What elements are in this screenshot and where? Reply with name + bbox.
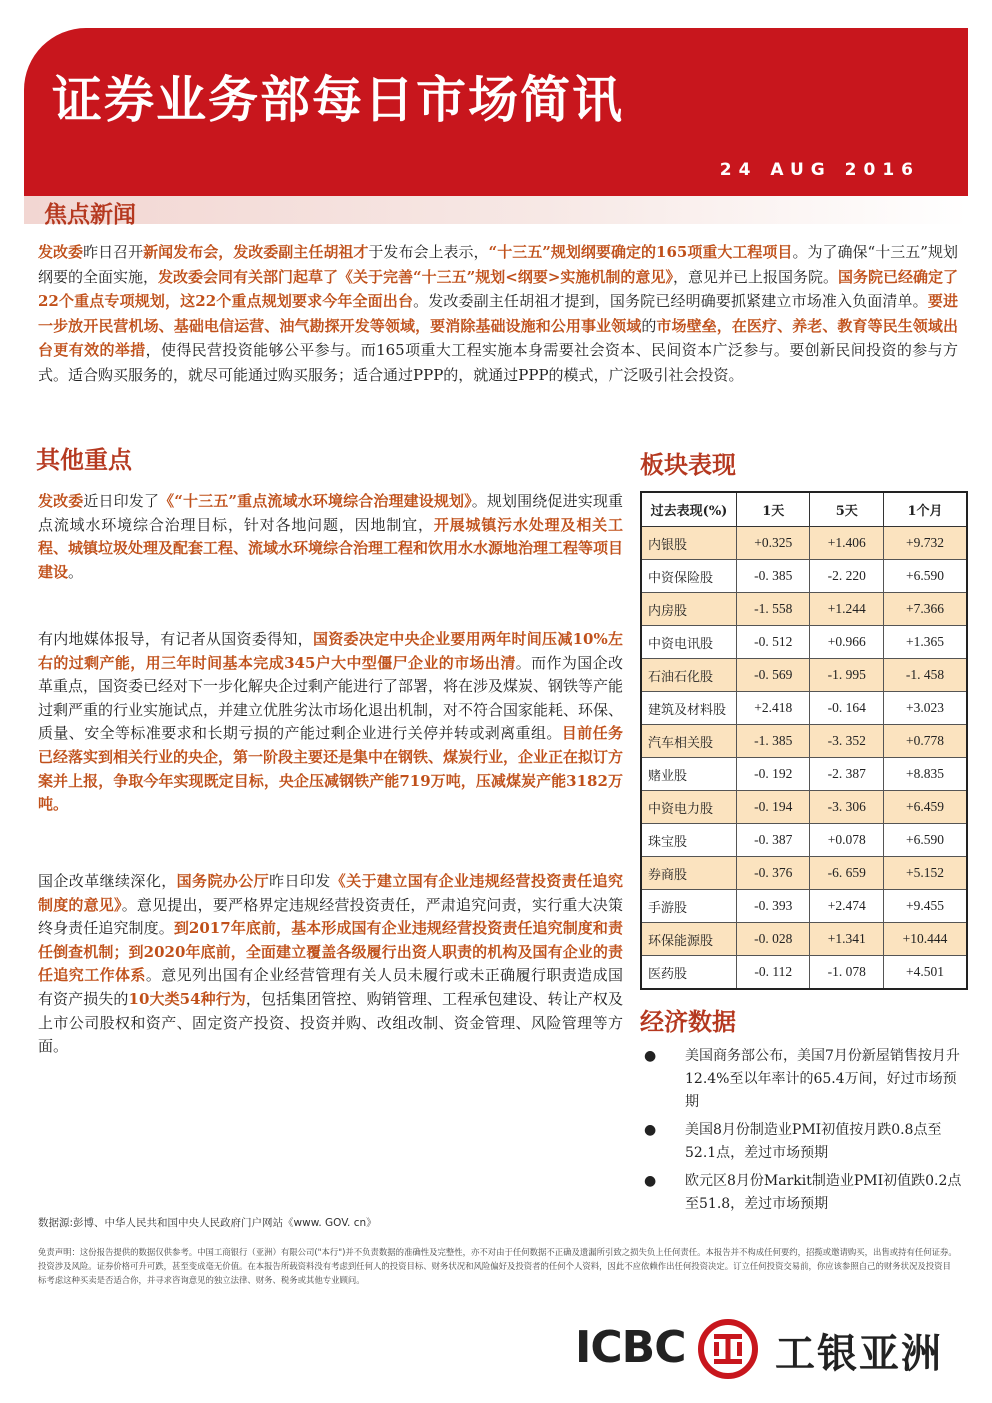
table-row: [641, 890, 967, 923]
icbc-emblem-icon: [697, 1318, 759, 1380]
body-text: 。规划围绕促进实现重点流域水环境综合治理目标，针对各地问题，因地制宜，: [38, 492, 623, 534]
body-text: 的: [641, 316, 657, 335]
highlight-text: 国务院办公厅: [176, 872, 270, 890]
value-1d: -0. 385: [737, 560, 810, 593]
sector-name: 内房股: [641, 593, 737, 626]
value-5d: +0.966: [810, 626, 883, 659]
data-source: 数据源:彭博、中华人民共和国中央人民政府门户网站《www. GOV. cn》: [38, 1217, 377, 1229]
highlight-text: 市场壁垒，在医疗、养老、教育等民生领域出台更有效的举措: [38, 316, 958, 360]
value-1m: +6.590: [883, 560, 967, 593]
list-item: [642, 1045, 962, 1114]
highlight-text: 《“十三五”重点流域水环境综合治理建设规划》: [159, 492, 472, 510]
highlight-text: 国资委决定中央企业要用两年时间压减10%左右的过剩产能，用三年时间基本完成345户大中型僵尸企业的市场出清: [38, 630, 623, 672]
value-5d: -6. 659: [810, 857, 883, 890]
highlight-text: 要进一步放开民营机场、基础电信运营、油气勘探开发等领域，要消除基础设施和公用事业领域: [38, 292, 958, 335]
disclaimer: 免责声明：这份报告提供的数据仅供参考。中国工商银行（亚洲）有限公司("本行")并不负责数据的准确性及完整性，亦不对由于任何数据不正确及遗漏所引致之损失负上任何责任。本报告并不构成任何要约，招揽或邀请购买，出售或持有任何证券。投资涉及风险。证券价格可升可跌，甚至变成毫无价值。在本报告所载资料没有考虑到任何人的投资目标、财务状况和风险偏好及投资者的任何个人资料，因此不应依赖作出任何投资决定。订立任何投资交易前，你应该参照自己的财务状况及投资目标考虑这种买卖是否适合你，并寻求咨询意见的独立法律、财务、税务或其他专业顾问。: [38, 1247, 957, 1285]
value-1m: +6.590: [883, 824, 967, 857]
bullet-icon: ●: [644, 1122, 657, 1138]
value-1d: -0. 028: [737, 923, 810, 956]
value-1d: -0. 194: [737, 791, 810, 824]
sector-name: 石油石化股: [641, 659, 737, 692]
value-1m: +9.732: [883, 527, 967, 560]
econ-item-text: 欧元区8月份Markit制造业PMI初值跌0.2点至51.8，差过市场预期: [685, 1173, 962, 1212]
value-1m: +0.778: [883, 725, 967, 758]
value-1m: +9.455: [883, 890, 967, 923]
body-text: ，使得民营投资能够公平参与。而165项重大工程实施本身需要社会资本、民间资本广泛参与。要创新民间投资的参与方式。适合购买服务的，就尽可能通过购买服务；适合通过PPP的，就通过PPP的模式，广泛吸引社会投资。: [38, 341, 958, 384]
table-row: [641, 560, 967, 593]
econ-item-text: 美国8月份制造业PMI初值按月跌0.8点至52.1点，差过市场预期: [685, 1122, 942, 1161]
focus-news-title: 焦点新闻: [44, 201, 136, 228]
value-5d: -3. 306: [810, 791, 883, 824]
highlight-text: 国务院已经确定了22个重点专项规划，这22个重点规划要求今年全面出台: [38, 267, 958, 311]
body-text: ，意见并已上报国务院。: [672, 267, 838, 286]
table-row: [641, 824, 967, 857]
header-1m: 1个月: [883, 492, 967, 527]
table-row: [641, 659, 967, 692]
sector-name: 赌业股: [641, 758, 737, 791]
header-1d: 1天: [737, 492, 810, 527]
focus-news-paragraph: [38, 240, 958, 388]
value-1m: +1.365: [883, 626, 967, 659]
body-text: 有内地媒体报导，有记者从国资委得知，: [38, 630, 313, 648]
other-paragraph-3: [38, 870, 623, 1059]
value-5d: -2. 220: [810, 560, 883, 593]
body-text: 。而作为国企改革重点，国资委已经对下一步化解央企过剩产能进行了部署，将在涉及煤炭、钢铁等产能过剩严重的行业实施试点，并建立优胜劣汰市场化退出机制，对不符合国家能耗、环保、质量、安全等标准要求和长期亏损的产能过剩企业进行关停并转或剥离重组。: [38, 653, 624, 743]
other-highlights-title: 其他重点: [36, 445, 132, 474]
highlight-text: 到2017年底前，基本形成国有企业违规经营投资责任追究制度和责任倒查机制；到2020年底前，全面建立覆盖各级履行出资人职责的机构及国有企业的责任追究工作体系: [38, 919, 623, 985]
sector-name: 珠宝股: [641, 824, 737, 857]
list-item: [642, 1119, 962, 1165]
body-text: 。意见列出国有企业经营管理有关人员未履行或未正确履行职责造成国有资产损失的: [38, 966, 623, 1008]
value-5d: +2.474: [810, 890, 883, 923]
value-1d: -1. 558: [737, 593, 810, 626]
econ-item-text: 美国商务部公布，美国7月份新屋销售按月升12.4%至以年率计的65.4万间，好过市场预期: [685, 1048, 960, 1110]
value-1d: +2.418: [737, 692, 810, 725]
header-5d: 5天: [810, 492, 883, 527]
value-1m: +4.501: [883, 956, 967, 990]
highlight-text: 发改委: [38, 243, 84, 261]
sector-name: 汽车相关股: [641, 725, 737, 758]
economic-data-title: 经济数据: [640, 1007, 736, 1036]
value-1d: -0. 387: [737, 824, 810, 857]
sector-name: 中资电讯股: [641, 626, 737, 659]
highlight-text: 发改委会同有关部门起草了《关于完善“十三五”规划<纲要>实施机制的意见》: [158, 267, 673, 286]
value-1d: -1. 385: [737, 725, 810, 758]
table-row: [641, 956, 967, 990]
value-5d: -2. 387: [810, 758, 883, 791]
sector-name: 内银股: [641, 527, 737, 560]
table-row: [641, 593, 967, 626]
highlight-text: 10大类54种行为: [128, 989, 246, 1008]
sector-name: 中资电力股: [641, 791, 737, 824]
value-5d: +1.244: [810, 593, 883, 626]
highlight-text: 发改委: [38, 492, 84, 510]
sector-name: 券商股: [641, 857, 737, 890]
value-1m: -1. 458: [883, 659, 967, 692]
table-row: [641, 791, 967, 824]
icbc-logo: [575, 1318, 965, 1386]
table-row: [641, 626, 967, 659]
body-text: ，包括集团管控、购销管理、工程承包建设、转让产权及上市公司股权和资产、固定资产投资、投资并购、改组改制、资金管理、风险管理等方面。: [38, 989, 623, 1056]
value-1m: +6.459: [883, 791, 967, 824]
highlight-text: 开展城镇污水处理及相关工程、城镇垃圾处理及配套工程、流域水环境综合治理工程和饮用水水源地治理工程等项目建设: [38, 515, 624, 581]
economic-data-list: [642, 1045, 962, 1221]
table-row: [641, 758, 967, 791]
sector-table-body: [641, 527, 967, 990]
list-item: [642, 1170, 962, 1216]
value-1d: -0. 569: [737, 659, 810, 692]
table-header-row: [641, 492, 967, 527]
focus-title-bar: [24, 196, 968, 224]
body-text: 。: [68, 562, 84, 581]
body-text: 于发布会上表示，: [368, 243, 489, 261]
sector-name: 手游股: [641, 890, 737, 923]
value-1d: -0. 512: [737, 626, 810, 659]
body-text: 。发改委副主任胡祖才提到，国务院已经明确要抓紧建立市场准入负面清单。: [413, 292, 928, 311]
value-5d: -1. 995: [810, 659, 883, 692]
sector-performance-title: 板块表现: [640, 450, 736, 479]
table-row: [641, 725, 967, 758]
value-1m: +8.835: [883, 758, 967, 791]
value-1d: -0. 376: [737, 857, 810, 890]
value-5d: -3. 352: [810, 725, 883, 758]
body-text: 近日印发了: [83, 492, 160, 510]
highlight-text: 新闻发布会，发改委副主任胡祖才: [143, 243, 369, 261]
logo-text-cn: 工银亚洲: [775, 1331, 943, 1377]
report-title: 证券业务部每日市场简讯: [52, 71, 624, 129]
report-date: 24 AUG 2016: [719, 160, 920, 180]
sector-name: 中资保险股: [641, 560, 737, 593]
sector-performance-table: [640, 491, 968, 990]
bullet-icon: ●: [644, 1048, 657, 1064]
value-1m: +7.366: [883, 593, 967, 626]
logo-text-en: ICBC: [575, 1322, 686, 1373]
value-1m: +5.152: [883, 857, 967, 890]
value-1m: +10.444: [883, 923, 967, 956]
sector-name: 建筑及材料股: [641, 692, 737, 725]
value-1d: -0. 192: [737, 758, 810, 791]
highlight-text: 《关于建立国有企业违规经营投资责任追究制度的意见》: [38, 872, 623, 914]
other-paragraph-1: [38, 490, 623, 584]
table-row: [641, 857, 967, 890]
body-text: 昨日召开: [83, 243, 144, 261]
value-5d: +1.406: [810, 527, 883, 560]
table-row: [641, 692, 967, 725]
table-row: [641, 527, 967, 560]
value-5d: +1.341: [810, 923, 883, 956]
sector-name: 环保能源股: [641, 923, 737, 956]
body-text: 昨日印发: [269, 872, 331, 890]
value-1m: +3.023: [883, 692, 967, 725]
sector-name: 医药股: [641, 956, 737, 990]
body-text: 。为了确保“十三五”规划纲要的全面实施，: [38, 243, 958, 286]
body-text: 。意见提出，要严格界定违规经营投资责任，严肃追究问责，实行重大决策终身责任追究制度。: [38, 895, 623, 938]
header-period: 过去表现(%): [641, 492, 737, 527]
table-row: [641, 923, 967, 956]
value-1d: -0. 112: [737, 956, 810, 990]
highlight-text: 目前任务已经落实到相关行业的央企，第一阶段主要还是集中在钢铁、煤炭行业，企业正在拟订方案并上报，争取今年实现既定目标，央企压减钢铁产能719万吨，压减煤炭产能3182万吨。: [38, 724, 624, 814]
bullet-icon: ●: [644, 1173, 657, 1189]
value-5d: -0. 164: [810, 692, 883, 725]
other-paragraph-2: [38, 628, 623, 817]
value-1d: +0.325: [737, 527, 810, 560]
body-text: 国企改革继续深化，: [38, 872, 177, 890]
value-5d: +0.078: [810, 824, 883, 857]
highlight-text: “十三五”规划纲要确定的165项重大工程项目: [488, 243, 793, 261]
value-5d: -1. 078: [810, 956, 883, 990]
value-1d: -0. 393: [737, 890, 810, 923]
